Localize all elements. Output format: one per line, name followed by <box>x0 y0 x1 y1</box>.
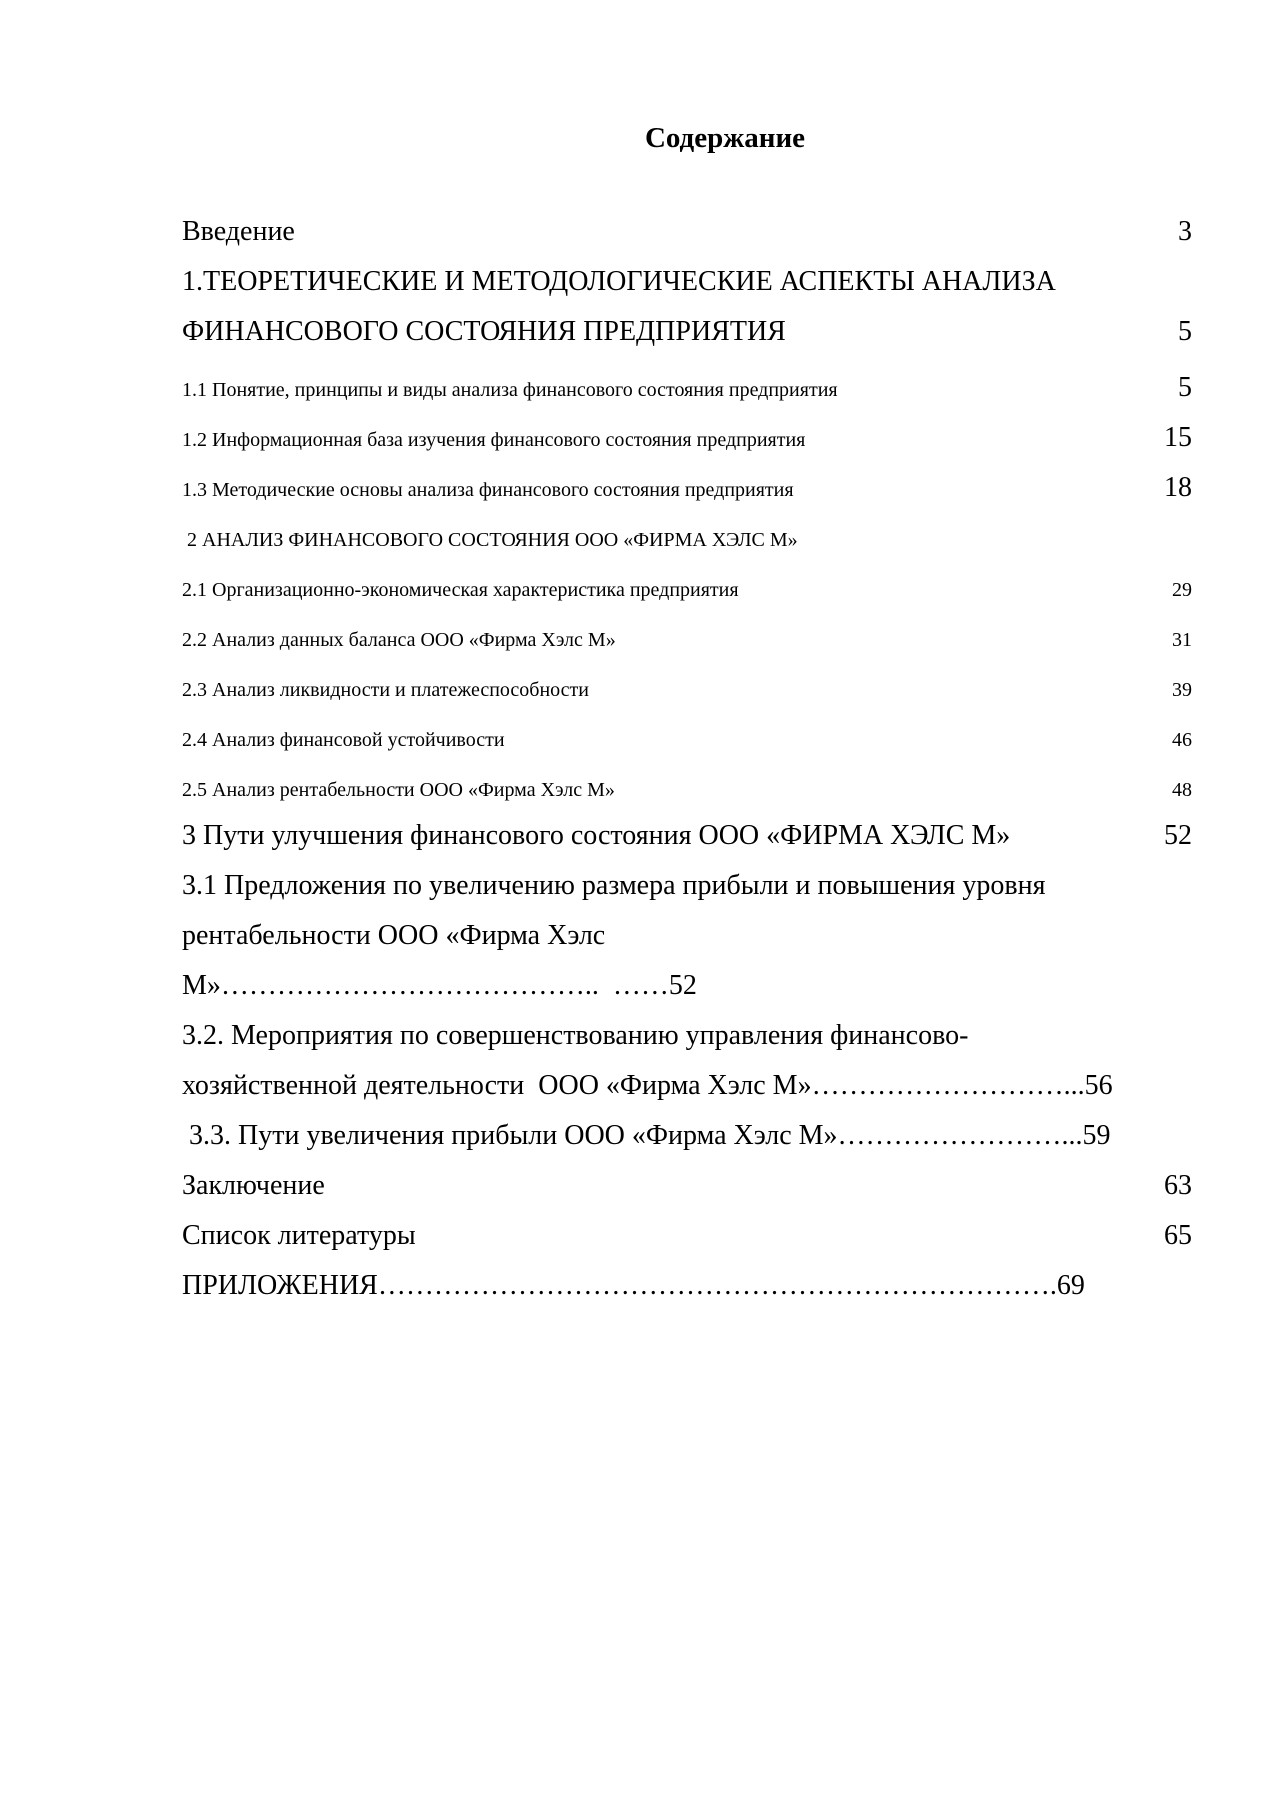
toc-entry-section-1-2 <box>182 414 1192 454</box>
page-title: Содержание <box>644 122 806 154</box>
toc-entry-text: 1.ТЕОРЕТИЧЕСКИЕ И МЕТОДОЛОГИЧЕСКИЕ АСПЕКТЫ АНАЛИЗА <box>182 266 1056 297</box>
toc-entry-text: 2.4 Анализ финансовой устойчивости <box>182 729 505 751</box>
toc-entry-section-2-5 <box>182 764 1192 804</box>
toc-entry-page: 29 <box>1172 579 1192 601</box>
toc-entry-page: 5 <box>1178 316 1192 347</box>
toc-entry-chapter2 <box>182 514 1192 554</box>
toc-entry-page: 5 <box>1178 372 1192 403</box>
toc-entry-text: 2 АНАЛИЗ ФИНАНСОВОГО СОСТОЯНИЯ ООО «ФИРМА ХЭЛС М» <box>182 529 798 551</box>
toc-entry-text: 1.1 Понятие, принципы и виды анализа финансового состояния предприятия <box>182 379 838 401</box>
toc-entry-text: 1.3 Методические основы анализа финансового состояния предприятия <box>182 479 794 501</box>
toc-entry-page: 39 <box>1172 679 1192 701</box>
toc-entry-section-3-1-line2 <box>182 914 1192 954</box>
toc-entry-section-2-2 <box>182 614 1192 654</box>
toc-entry-section-3-1-line3 <box>182 964 1192 1004</box>
toc-entry-chapter1-line1 <box>182 260 1192 300</box>
toc-entry-page: 15 <box>1164 422 1192 453</box>
toc-entry-page: 18 <box>1164 472 1192 503</box>
toc-entry-text: 3.2. Мероприятия по совершенствованию управления финансово- <box>182 1020 969 1051</box>
toc-entry-section-1-1 <box>182 364 1192 404</box>
toc-entry-literature <box>182 1214 1192 1254</box>
toc-entry-section-3-3 <box>182 1114 1192 1154</box>
toc-entry-page: 3 <box>1178 216 1192 247</box>
toc-entry-text: 2.5 Анализ рентабельности ООО «Фирма Хэлс М» <box>182 779 615 801</box>
toc-entry-text: Список литературы <box>182 1220 416 1251</box>
toc-entry-text: ПРИЛОЖЕНИЯ……………………………………………………………….69 <box>182 1270 1085 1301</box>
toc-entry-section-3-2-line2 <box>182 1064 1192 1104</box>
toc-entry-page: 46 <box>1172 729 1192 751</box>
toc-entry-text: ФИНАНСОВОГО СОСТОЯНИЯ ПРЕДПРИЯТИЯ <box>182 316 786 347</box>
toc-entry-section-1-3 <box>182 464 1192 504</box>
toc-entry-page: 31 <box>1172 629 1192 651</box>
toc-entry-text: Введение <box>182 216 295 247</box>
toc-entry-text: 3.1 Предложения по увеличению размера прибыли и повышения уровня <box>182 870 1046 901</box>
toc-entry-text: 2.1 Организационно-экономическая характеристика предприятия <box>182 579 739 601</box>
toc-entry-text: 2.3 Анализ ликвидности и платежеспособности <box>182 679 589 701</box>
toc-entry-text: Заключение <box>182 1170 325 1201</box>
toc-entry-chapter1-line2 <box>182 310 1192 350</box>
toc-entry-chapter3 <box>182 814 1192 854</box>
toc-entry-section-2-4 <box>182 714 1192 754</box>
toc-entry-page: 52 <box>1164 820 1192 851</box>
toc-entry-text: 3.3. Пути увеличения прибыли ООО «Фирма Хэлс М»……………………...59 <box>182 1120 1111 1151</box>
toc-entry-section-3-1-line1 <box>182 864 1192 904</box>
toc-entry-text: рентабельности ООО «Фирма Хэлс <box>182 920 606 951</box>
toc-entry-page: 65 <box>1164 1220 1192 1251</box>
toc-entry-section-2-1 <box>182 564 1192 604</box>
toc-entry-text: хозяйственной деятельности ООО «Фирма Хэлс М»………………………...56 <box>182 1070 1113 1101</box>
toc-entry-appendix <box>182 1264 1192 1304</box>
toc-entry-page: 63 <box>1164 1170 1192 1201</box>
toc-entry-text: 2.2 Анализ данных баланса ООО «Фирма Хэлс М» <box>182 629 616 651</box>
toc-entry-page: 48 <box>1172 779 1192 801</box>
toc-entry-text: 3 Пути улучшения финансового состояния ООО «ФИРМА ХЭЛС М» <box>182 820 1011 851</box>
toc-entry-intro <box>182 210 1192 250</box>
toc-entry-text: 1.2 Информационная база изучения финансового состояния предприятия <box>182 429 806 451</box>
toc-entry-section-3-2-line1 <box>182 1014 1192 1054</box>
toc-entry-text: М»………………………………….. ……52 <box>182 970 697 1001</box>
toc-entry-section-2-3 <box>182 664 1192 704</box>
toc-entry-conclusion <box>182 1164 1192 1204</box>
